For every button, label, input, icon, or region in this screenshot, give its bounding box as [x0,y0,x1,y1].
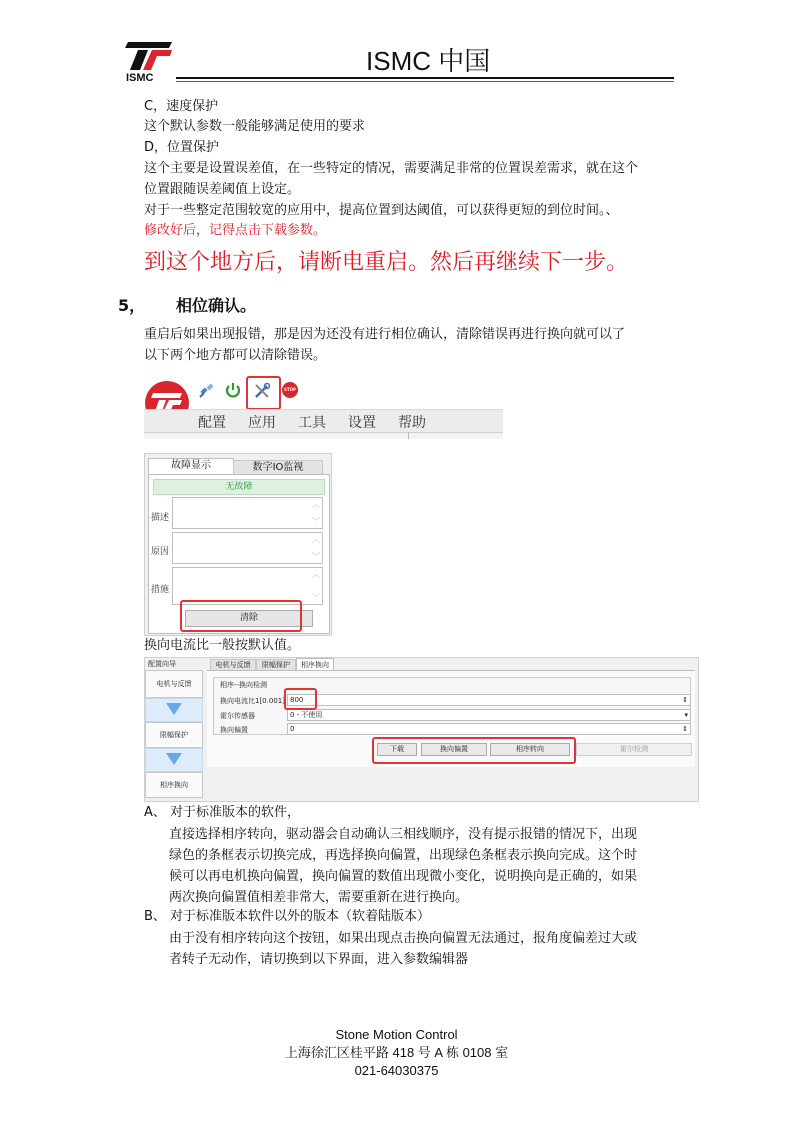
para-c-text: 这个默认参数一般能够满足使用的要求 [144,119,366,134]
power-icon[interactable] [224,381,242,399]
tab-digital-io[interactable]: 数字IO监视 [233,460,323,474]
connect-icon[interactable] [198,381,216,399]
row-label-hall-sensor: 霍尔传感器 [220,712,255,720]
para-d-title: D，位置保护 [144,140,220,155]
stop-icon[interactable]: STOP [282,382,298,398]
a-line2: 绿色的条框表示切换完成，再选择换向偏置，出现绿色条框表示换向完成。这个时 [169,848,638,863]
menu-config[interactable]: 配置 [198,415,226,431]
commutation-offset-button[interactable]: 换向偏置 [421,743,487,756]
b-line1: 由于没有相序转向这个按钮，如果出现点击换向偏置无法通过，报角度偏差过大或 [169,931,638,946]
para-c-title: C，速度保护 [144,99,219,114]
buttons-highlight [372,737,576,764]
big-red-note: 到这个地方后，请断电重启。然后再继续下一步。 [144,250,629,275]
intro-line2: 以下两个地方都可以清除错误。 [144,348,327,363]
arrow-down-icon [145,748,203,772]
menu-bottom-strip [144,432,503,439]
a-line1: 直接选择相序转向，驱动器会自动确认三相线顺序，没有提示报错的情况下，出现 [169,827,638,842]
row-label-current-ratio: 换向电流比1[0.001] [220,697,285,705]
sidebar-phase-commutation[interactable]: 相序换向 [145,772,203,798]
header-rule-red [176,81,674,82]
sidebar-motor-feedback[interactable]: 电机与反馈 [145,670,203,698]
red-note: 修改好后，记得点击下载参数。 [144,223,327,238]
section-title: 相位确认。 [176,296,257,315]
description-field[interactable]: ︿ ﹀ [172,497,323,529]
hall-sensor-select[interactable]: 0 - 不使用 ▾ [287,709,691,721]
intro-line1: 重启后如果出现报错，那是因为还没有进行相位确认，清除错误再进行换向就可以了 [144,327,626,342]
footer-phone: 021-64030375 [354,1063,439,1078]
tab-motor-feedback[interactable]: 电机与反馈 [210,659,256,672]
menu-apply[interactable]: 应用 [248,415,276,431]
current-ratio-input[interactable]: 800 ⇕ [287,694,691,706]
label-measures: 措施 [151,585,170,595]
ismc-logo [124,40,176,82]
tab-phase-commutation[interactable]: 相序换向 [296,658,334,671]
label-description: 描述 [151,513,170,523]
svg-text:ISMC: ISMC [126,72,154,82]
sidebar-limit-protection[interactable]: 限幅保护 [145,722,203,748]
measures-field[interactable]: ︿ ﹀ [172,567,323,605]
fault-panel-screenshot [144,453,332,636]
a-title: A、 对于标准版本的软件， [144,805,301,820]
current-ratio-highlight [284,688,317,710]
clear-button-highlight [180,600,302,632]
footer [0,1026,793,1080]
current-note: 换向电流比一般按默认值。 [144,638,301,653]
para-d-line3: 对于一些整定范围较宽的应用中，提高位置到达阈值，可以获得更短的到位时间。、 [144,203,619,218]
commutation-offset-input[interactable]: 0 ⇕ [287,723,691,735]
pane-divider [408,432,409,439]
clear-button[interactable]: 清除 [185,610,313,627]
tab-fault-display[interactable]: 故障显示 [148,458,234,474]
menu-help[interactable]: 帮助 [398,415,426,431]
a-line3: 候可以再电机换向偏置，换向偏置的数值出现微小变化，说明换向是正确的，如果 [169,869,638,884]
b-line2: 者转子无动作，请切换到以下界面，进入参数编辑器 [169,952,469,967]
row-label-commutation-offset: 换向偏置 [220,726,248,734]
tools-icon[interactable] [253,382,271,400]
status-badge: 无故障 [153,479,325,495]
toolbar-screenshot [144,376,503,439]
sidebar-title: 配置向导 [148,660,176,668]
header [0,0,793,90]
footer-company: Stone Motion Control [335,1027,458,1042]
footer-address: 上海徐汇区桂平路 418 号 A 栋 0108 室 [284,1045,509,1060]
para-d-line2: 位置跟随误差阈值上设定。 [144,182,301,197]
para-d-line1: 这个主要是设置误差值，在一些特定的情况，需要满足非常的位置误差需求，就在这个 [144,161,639,176]
download-button[interactable]: 下载 [377,743,417,756]
menu-settings[interactable]: 设置 [348,415,376,431]
header-title: ISMC 中国 [366,46,491,76]
menu-tools[interactable]: 工具 [298,415,326,431]
b-title: B、 对于标准版本软件以外的版本（软着陆版本） [144,909,431,924]
cause-field[interactable]: ︿ ﹀ [172,532,323,564]
hall-detect-button[interactable]: 霍尔检测 [576,743,692,756]
phase-direction-button[interactable]: 相序转向 [490,743,570,756]
header-rule-black [176,77,674,79]
group-title: 相序--换向检测 [220,681,268,689]
menu-bar [144,409,503,432]
tab-limit-protection[interactable]: 限幅保护 [256,659,296,672]
a-line4: 两次换向偏置值相差非常大，需要重新在进行换向。 [169,890,469,905]
label-cause: 原因 [151,547,170,557]
section-number: 5， [118,296,146,315]
arrow-down-icon [145,698,203,722]
